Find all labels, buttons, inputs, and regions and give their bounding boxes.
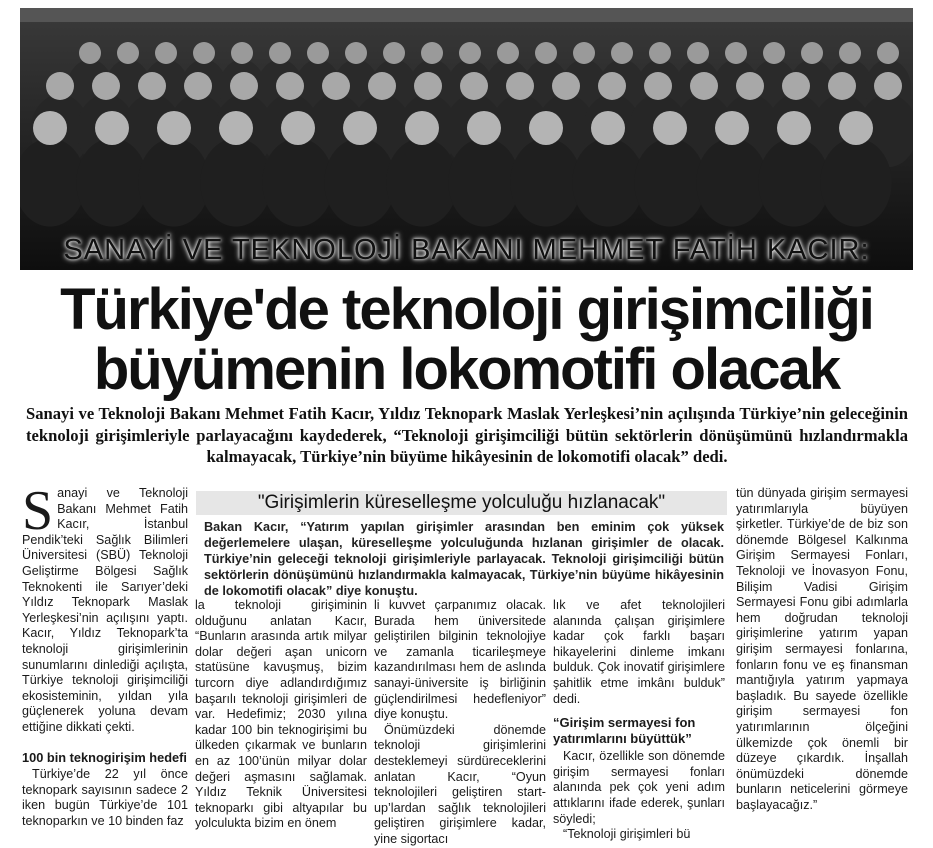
col4-paragraph-2: Kacır, özellikle son dönemde girişim sermayesi fonları alanında pek çok yeni adım attıklarını ifade ederek, şunları söyledi; xyxy=(553,749,725,826)
drop-cap: S xyxy=(22,480,54,542)
kicker: SANAYİ VE TEKNOLOJİ BAKANI MEHMET FATİH KACIR: xyxy=(63,234,870,266)
quote-box-text: Bakan Kacır, “Yatırım yapılan girişimler arasından ben eminim çok yüksek değerlemelere ulaşan, küreselleşme yolculuğunda hızlanan girişimler de olacak. Türkiye’nin geleceği teknoloji girişimleriyle parlayacak. Teknoloji girişimciliği bütün sektörlerin dönüşümünü hızlandırmakla kalmayacak, Türkiye’nin büyüme hikâyesinin de lokomotifi olacak” diye konuştu. xyxy=(204,520,724,598)
body-column-1 xyxy=(22,480,188,829)
col3-paragraph-1: li kuvvet çarpanımız olacak. Burada hem üniversitede geliştirilen bilginin teknolojiye ve zamanla ticarileşmeye kazandırılması hem de aslında sanayi-üniversite iş birliğinin güçlendirilmesi hedefleniyor” diye konuştu. xyxy=(374,598,546,722)
body-column-5 xyxy=(736,486,908,813)
lead-paragraph: Sanayi ve Teknoloji Bakanı Mehmet Fatih Kacır, Yıldız Teknopark Maslak Yerleşkesi’nin açılışında Türkiye’nin geleceğinin teknoloji girişimleriyle parlayacağını kaydederek, “Teknoloji girişimciliği bütün sektörlerin dönüşümünü hızlandırmakla kalmayacak, Türkiye’nin büyüme hikâyesinin de lokomotifi olacak” dedi. xyxy=(26,404,908,466)
col2-paragraph-1: la teknoloji girişiminin olduğunu anlatan Kacır, “Bunların arasında artık milyar dolar değeri aşan unicorn statüsüne kavuşmuş, bizim turcorn diye adlandırdığımız başarılı teknoloji girişimleri de var. Hedefimiz; 2030 yılına kadar 100 bin teknogirişimi bu ülkeden çıkarmak ve bunların en az 100’ünün milyar dolar değeri aşmasını sağlamak. Yıldız Teknik Üniversitesi teknoparkı gibi altyapılar bu yolculukta bizim en önem xyxy=(195,598,367,831)
headline-line-2: büyümenin lokomotifi olacak xyxy=(93,337,840,402)
col1-paragraph-1: anayi ve Teknoloji Bakanı Mehmet Fatih Kacır, İstanbul Pendik’teki Sağlık Bilimleri Üniversitesi (SBÜ) Teknoloji Geliştirme Bölgesi Sağlık Teknokenti ile Sarıyer’deki Yıldız Teknopark Maslak Yerleşkesi’nin açılışını yaptı. Kacır, Yıldız Teknopark’ta teknoloji girişimlerinin sunumlarını dinlediği açılışta, Türkiye teknoloji girişimciliği ekosisteminin, yıldan yıla güçlenerek yoluna devam ettiğine dikkati çekti. xyxy=(22,486,188,734)
headline-line-1: Türkiye'de teknoloji girişimciliği xyxy=(60,277,873,342)
body-column-2 xyxy=(195,598,367,832)
quote-box xyxy=(196,491,727,598)
col5-paragraph-1: tün dünyada girişim sermayesi yatırımlarıyla büyüyen şirketler. Türkiye’de de biz son dönemde Bölgesel Kalkınma Girişim Sermayesi Fonları, Teknoloji ve İnovasyon Fonu, Bilişim Vadisi Girişim Sermayesi Fonu gibi adımlarla hem doğrudan teknoloji girişimlerine yatırım yapan girişim sermayesi fonlarına, fonların fonu ve eş finansman mantığıyla yatırım yapmaya başladık. Bu sayede özellikle girişim sermayesi fon yatırımlarının ölçeğini ülkemizde çok önemli bir düzeye çıkardık. İnşallah önümüzdeki dönemde bunların neticelerini görmeye başlayacağız.” xyxy=(736,486,908,812)
col1-subheading: 100 bin teknogirişim hedefi xyxy=(22,749,187,765)
group-photo-image xyxy=(20,8,913,270)
body-column-3 xyxy=(374,598,546,848)
col1-paragraph-2: Türkiye’de 22 yıl önce teknopark sayısının sadece 2 iken bugün Türkiye’de 101 teknoparkın ve 10 binden faz xyxy=(22,767,188,828)
col4-subheading: “Girişim sermayesi fon yatırımlarını büyüttük” xyxy=(553,715,696,746)
quote-box-title: "Girişimlerin küreselleşme yolculuğu hızlanacak" xyxy=(196,491,727,515)
col4-paragraph-3: “Teknoloji girişimleri bü xyxy=(563,827,691,842)
body-column-4 xyxy=(553,598,725,843)
group-photo xyxy=(20,8,913,270)
col4-paragraph-1: lık ve afet teknolojileri alanında çalışan girişimlere kadar çok farklı başarı hikayelerini dinleme imkanı bulduk. Çok inovatif girişimlere şahitlik etme imkânı bulduk” dedi. xyxy=(553,598,725,706)
col3-paragraph-2: Önümüzdeki dönemde teknoloji girişimlerini desteklemeyi sürdüreceklerini anlatan Kacır, “Oyun teknolojileri geliştiren start-up’lardan sağlık teknolojileri geliştiren girişimlere kadar, yine sigortacı xyxy=(374,722,546,846)
